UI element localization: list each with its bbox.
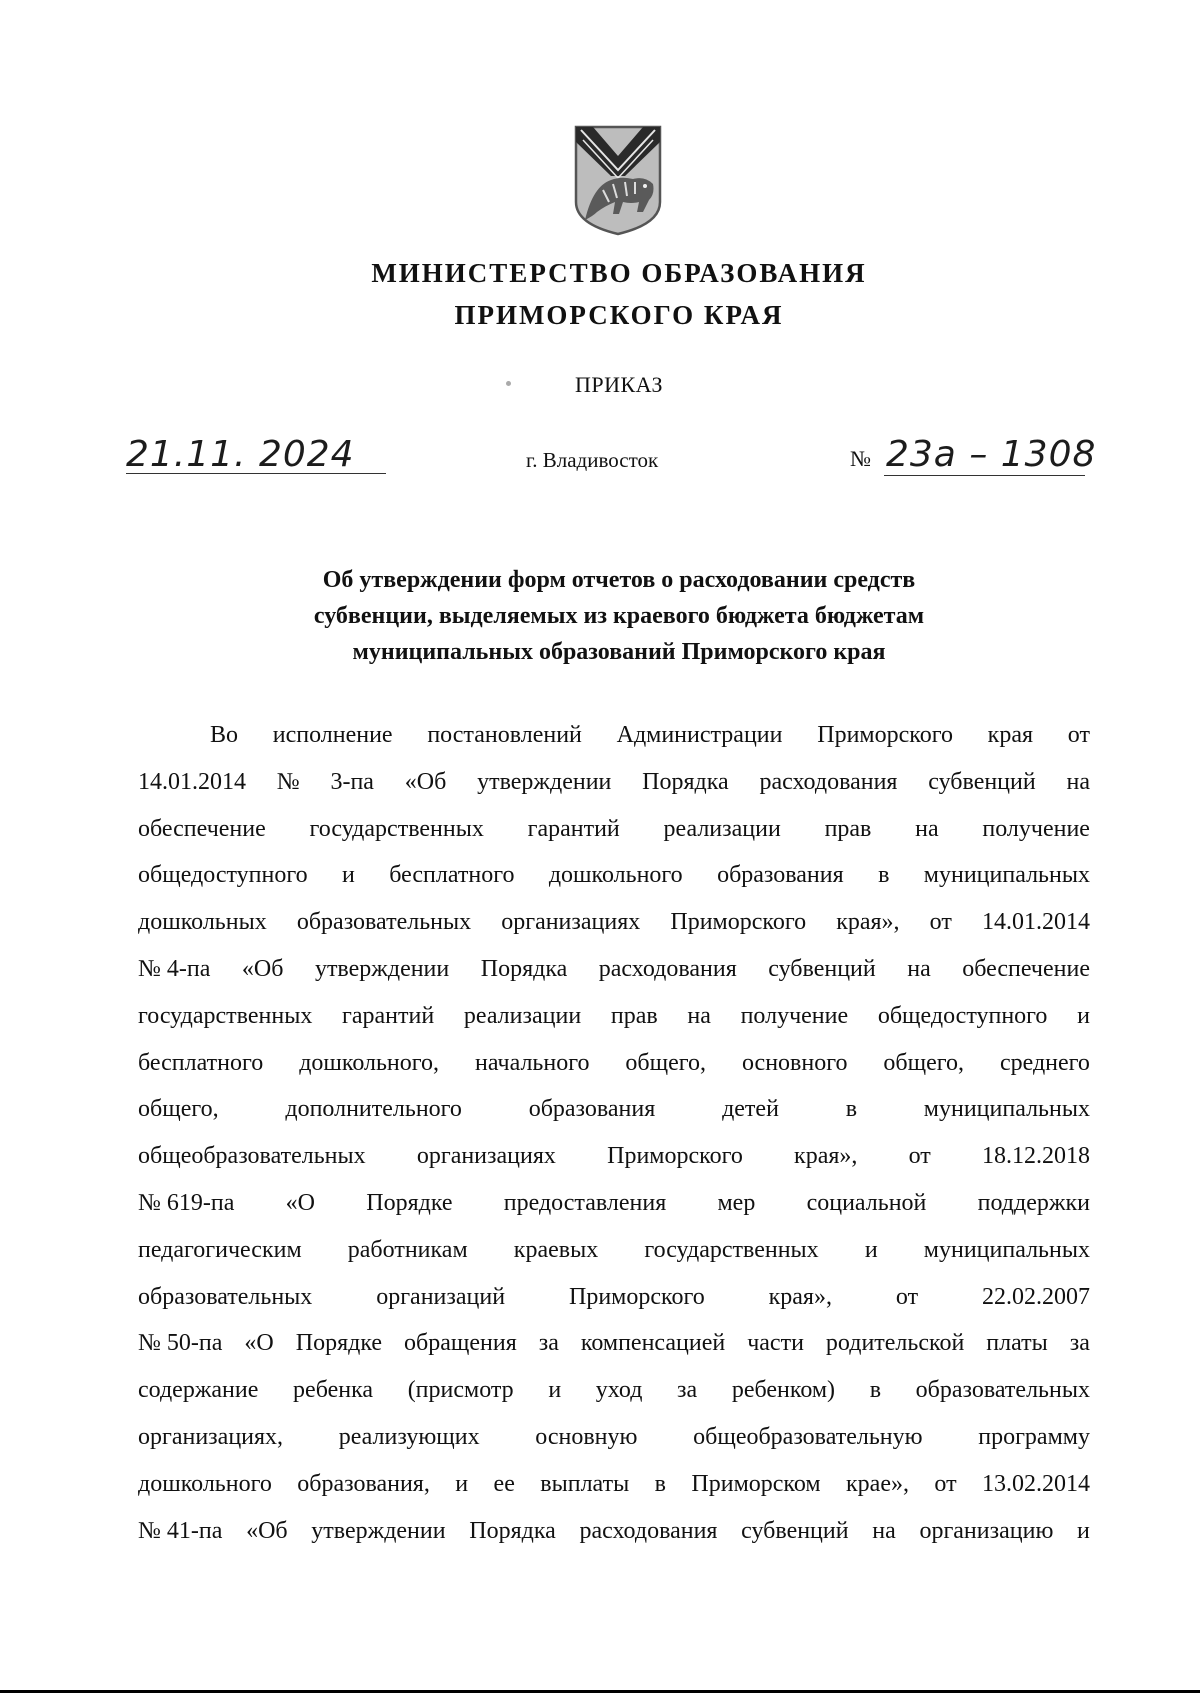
body-word: 13.02.2014 (981, 1470, 1090, 1497)
body-word: расходования (759, 768, 898, 795)
body-line (138, 993, 1090, 1040)
primorsky-krai-emblem-icon (573, 124, 663, 236)
body-word: 3-па (330, 768, 374, 795)
body-word: за (1069, 1330, 1090, 1357)
body-word: дошкольного (138, 1470, 272, 1497)
body-word: Порядка (642, 768, 729, 795)
page-bottom-edge (0, 1690, 1200, 1693)
body-word: субвенций (741, 1517, 849, 1544)
body-word: уход (595, 1377, 643, 1404)
body-word: субвенций (768, 955, 876, 982)
body-word: за (538, 1330, 559, 1357)
body-word: Приморского (568, 1283, 705, 1310)
body-word: прав (610, 1002, 658, 1029)
order-subject (0, 562, 1200, 670)
body-word: за (677, 1377, 698, 1404)
body-word: образовательных (296, 909, 472, 936)
body-word: обеспечение (962, 955, 1090, 982)
body-word: работникам (347, 1236, 468, 1263)
body-word: и (455, 1470, 469, 1497)
body-word: образовательных (915, 1377, 1090, 1404)
body-word: краевых (513, 1236, 599, 1263)
body-word: 22.02.2007 (981, 1283, 1090, 1310)
body-word: гарантий (342, 1002, 435, 1029)
body-word: организаций (376, 1283, 506, 1310)
body-word: и (1077, 1517, 1090, 1544)
ministry-name (0, 252, 1200, 336)
body-word: края», (794, 1143, 858, 1170)
body-word: «Об (246, 1517, 288, 1544)
body-word: 18.12.2018 (982, 1143, 1090, 1170)
body-word: компенсацией (580, 1330, 726, 1357)
order-number-field (850, 434, 1097, 476)
number-underline (884, 475, 1085, 476)
body-line (138, 946, 1090, 993)
body-word: мер (717, 1189, 756, 1216)
body-word: обращения (404, 1330, 517, 1357)
body-word: поддержки (977, 1189, 1090, 1216)
body-word: субвенций (928, 768, 1036, 795)
body-word: государственных (138, 1002, 313, 1029)
body-word: № 50-па (138, 1330, 223, 1357)
body-word: от (895, 1283, 919, 1310)
body-line (138, 1227, 1090, 1274)
body-word: дошкольного (548, 862, 683, 889)
body-word: от (908, 1143, 931, 1170)
body-word: и (864, 1236, 878, 1263)
body-word: государственных (644, 1236, 819, 1263)
order-body-text (138, 712, 1090, 1554)
body-word: общедоступного (138, 862, 308, 889)
ministry-line-1: МИНИСТЕРСТВО ОБРАЗОВАНИЯ (371, 258, 867, 288)
body-word: Приморского (817, 722, 953, 748)
body-word: 14.01.2014 (138, 768, 246, 795)
body-word: № (276, 768, 300, 795)
body-word: на (1066, 768, 1090, 795)
subject-line-1: Об утверждении форм отчетов о расходовании средств (322, 567, 916, 593)
body-word: организациях (416, 1143, 556, 1170)
body-word: дошкольного, (299, 1049, 440, 1076)
body-word: «Об (241, 955, 284, 982)
body-word: на (915, 815, 939, 842)
body-word: общеобразовательную (693, 1423, 923, 1450)
order-number: 23а – 1308 (886, 434, 1097, 475)
body-word: от (934, 1470, 957, 1497)
body-word: в (654, 1470, 666, 1497)
body-word: Приморского (607, 1143, 743, 1170)
body-word: содержание (138, 1377, 259, 1404)
body-line (138, 806, 1090, 853)
body-line (138, 759, 1090, 806)
body-word: общеобразовательных (138, 1143, 366, 1170)
body-word: реализации (663, 815, 781, 842)
body-word: организацию (919, 1517, 1054, 1544)
body-word: от (929, 909, 952, 936)
body-word: образования (528, 1096, 656, 1123)
body-word: гарантий (527, 815, 620, 842)
body-line (138, 899, 1090, 946)
body-word: государственных (309, 815, 484, 842)
body-word: получение (982, 815, 1090, 842)
body-word: бесплатного (389, 862, 515, 889)
date-underline (126, 473, 386, 474)
body-line (138, 1040, 1090, 1087)
body-word: «Об (404, 768, 447, 795)
city-label: г. Владивосток (526, 448, 659, 472)
subject-line-2: субвенции, выделяемых из краевого бюджета бюджетам (313, 603, 925, 629)
body-word: программу (978, 1423, 1090, 1450)
number-sign: № (850, 446, 871, 471)
body-word: № 4-па (138, 955, 211, 982)
body-word: крае», (846, 1470, 909, 1497)
body-word: обеспечение (138, 815, 266, 842)
subject-line-3: муниципальных образований Приморского края (352, 639, 886, 665)
body-word: выплаты (540, 1470, 630, 1497)
body-line (138, 1508, 1090, 1555)
body-word: общедоступного (877, 1002, 1048, 1029)
body-word: реализации (463, 1002, 582, 1029)
body-line (138, 1414, 1090, 1461)
body-word: Порядке (295, 1330, 383, 1357)
body-line (138, 1086, 1090, 1133)
body-word: Порядка (469, 1517, 556, 1544)
body-word: организациях, (138, 1423, 284, 1450)
body-word: общего, (625, 1049, 706, 1076)
body-word: 14.01.2014 (981, 909, 1090, 936)
body-word: Приморском (691, 1470, 821, 1497)
body-word: расходования (579, 1517, 718, 1544)
body-word: бесплатного (138, 1049, 264, 1076)
body-word: постановлений (427, 722, 582, 748)
order-title: ПРИКАЗ (574, 372, 664, 397)
body-word: ребенком) (731, 1377, 836, 1404)
body-word: Порядка (480, 955, 568, 982)
body-word: ее (493, 1470, 515, 1497)
body-word: начального (474, 1049, 590, 1076)
body-word: утверждении (477, 768, 612, 795)
body-word: ребенка (293, 1377, 374, 1404)
body-word: общего, (138, 1096, 219, 1123)
body-word: дошкольных (138, 909, 267, 936)
body-word: Приморского (670, 909, 807, 936)
body-word: детей (722, 1096, 779, 1123)
body-word: «О (285, 1189, 315, 1216)
body-word: получение (740, 1002, 849, 1029)
body-word: расходования (598, 955, 737, 982)
body-word: в (869, 1377, 882, 1404)
body-line (138, 1320, 1090, 1367)
body-line (138, 1461, 1090, 1508)
body-word: социальной (806, 1189, 927, 1216)
body-word: Во (210, 722, 239, 748)
coat-of-arms-emblem (573, 124, 663, 236)
body-word: на (907, 955, 931, 982)
body-word: № 619-па (138, 1189, 235, 1216)
body-word: и (548, 1377, 562, 1404)
body-word: края», (836, 909, 900, 936)
body-word: утверждении (311, 1517, 446, 1544)
body-word: образования (717, 862, 844, 889)
body-word: предоставления (503, 1189, 667, 1216)
body-word: и (341, 862, 355, 889)
body-word: «О (244, 1330, 274, 1357)
body-word: дополнительного (285, 1096, 462, 1123)
body-word: в (878, 862, 890, 889)
body-word: образовательных (138, 1283, 313, 1310)
body-word: на (872, 1517, 896, 1544)
body-line (138, 1274, 1090, 1321)
body-word: Администрации (616, 722, 783, 748)
body-word: основного (741, 1049, 848, 1076)
body-word: края», (768, 1283, 832, 1310)
body-word: муниципальных (923, 1236, 1090, 1263)
body-word: Порядке (366, 1189, 453, 1216)
body-word: образования, (297, 1470, 430, 1497)
body-line (138, 712, 1090, 759)
body-word: организациях (501, 909, 641, 936)
body-word: муниципальных (923, 1096, 1090, 1123)
body-word: утверждении (314, 955, 450, 982)
body-word: общего, (883, 1049, 965, 1076)
body-word: части (747, 1330, 804, 1357)
body-word: в (845, 1096, 858, 1123)
body-word: основную (535, 1423, 638, 1450)
body-word: исполнение (272, 722, 393, 748)
body-word: № 41-па (138, 1517, 223, 1544)
order-date: 21.11. 2024 (126, 434, 355, 475)
body-word: среднего (999, 1049, 1090, 1076)
body-word: педагогическим (138, 1236, 302, 1263)
body-line (138, 852, 1090, 899)
body-word: платы (986, 1330, 1048, 1357)
body-word: (присмотр (407, 1377, 514, 1404)
body-line (138, 1367, 1090, 1414)
order-date-field (126, 434, 386, 475)
body-word: родительской (825, 1330, 965, 1357)
body-word: края (987, 722, 1034, 748)
body-word: на (687, 1002, 711, 1029)
body-line (138, 1180, 1090, 1227)
body-line (138, 1133, 1090, 1180)
body-word: прав (824, 815, 872, 842)
body-word: и (1077, 1002, 1090, 1029)
body-word: от (1067, 722, 1090, 748)
body-word: реализующих (338, 1423, 480, 1450)
body-word: муниципальных (923, 862, 1090, 889)
ministry-line-2: ПРИМОРСКОГО КРАЯ (454, 300, 784, 330)
